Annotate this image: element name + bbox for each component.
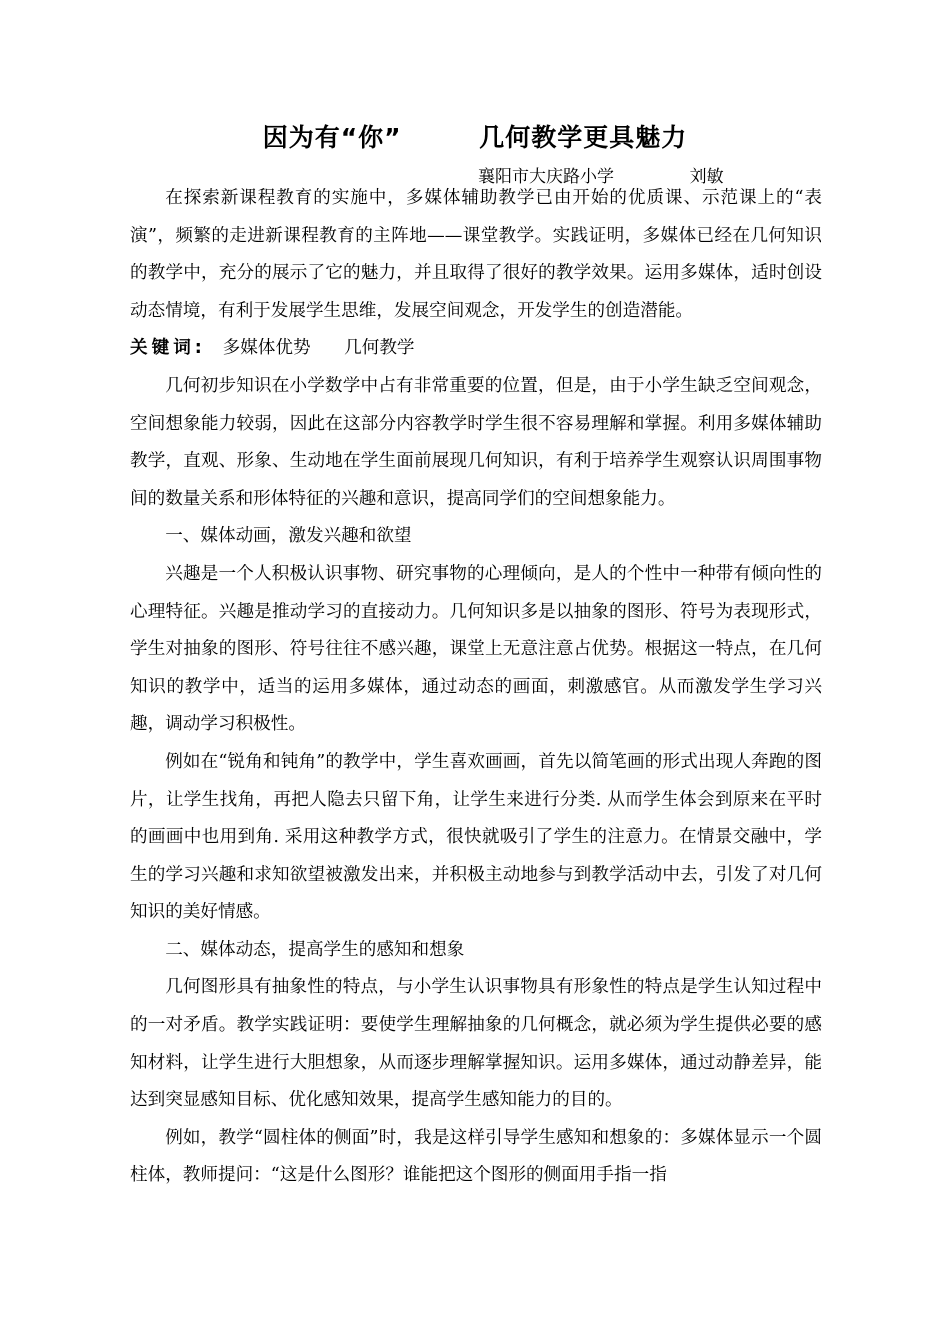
keywords-line bbox=[130, 330, 822, 368]
document-title: 因为有“你” 几何教学更具魅力 bbox=[262, 123, 688, 152]
body-paragraph: 兴趣是一个人积极认识事物、研究事物的心理倾向，是人的个性中一种带有倾向性的心理特征。兴趣是推动学习的直接动力。几何知识多是以抽象的图形、符号为表现形式，学生对抽象的图形、符号往往不感兴趣，课堂上无意注意占优势。根据这一特点，在几何知识的教学中，适当的运用多媒体，通过动态的画面，刺激感官。从而激发学生学习兴趣，调动学习积极性。 bbox=[130, 563, 822, 735]
keywords-label: 关键词: bbox=[130, 338, 206, 359]
body-paragraph: 例如在“锐角和钝角”的教学中，学生喜欢画画，首先以简笔画的形式出现人奔跑的图片，让学生找角，再把人隐去只留下角，让学生来进行分类. 从而学生体会到原来在平时的画画中也用到角. 采用这种教学方式，很快就吸引了学生的注意力。在情景交融中，学生的学习兴趣和求知欲望被激发出来，并积极主动地参与到教学活动中去，引发了对几何知识的美好情感。 bbox=[130, 751, 822, 923]
section-heading: 二、媒体动态，提高学生的感知和想象 bbox=[165, 939, 465, 960]
body-paragraph: 例如，教学“圆柱体的侧面”时，我是这样引导学生感知和想象的：多媒体显示一个圆柱体，教师提问：“这是什么图形？谁能把这个图形的侧面用手指一指 bbox=[130, 1127, 822, 1186]
abstract-paragraph: 在探索新课程教育的实施中，多媒体辅助教学已由开始的优质课、示范课上的“表演”，频繁的走进新课程教育的主阵地——课堂教学。实践证明，多媒体已经在几何知识的教学中，充分的展示了它的魅力，并且取得了很好的教学效果。运用多媒体，适时创设动态情境，有利于发展学生思维，发展空间观念，开发学生的创造潜能。 bbox=[130, 188, 822, 321]
document-body bbox=[130, 180, 822, 1195]
author-line: 襄阳市大庆路小学 刘敏 bbox=[478, 167, 724, 187]
body-paragraph: 几何初步知识在小学数学中占有非常重要的位置，但是，由于小学生缺乏空间观念，空间想象能力较弱，因此在这部分内容教学时学生很不容易理解和掌握。利用多媒体辅助教学，直观、形象、生动地在学生面前展现几何知识，有利于培养学生观察认识周围事物间的数量关系和形体特征的兴趣和意识，提高同学们的空间想象能力。 bbox=[130, 375, 822, 509]
keywords-value: 多媒体优势 几何教学 bbox=[205, 338, 415, 359]
body-paragraph: 几何图形具有抽象性的特点，与小学生认识事物具有形象性的特点是学生认知过程中的一对矛盾。教学实践证明：要使学生理解抽象的几何概念，就必须为学生提供必要的感知材料，让学生进行大胆想象，从而逐步理解掌握知识。运用多媒体，通过动静差异，能达到突显感知目标、优化感知效果，提高学生感知能力的目的。 bbox=[130, 977, 822, 1111]
section-heading: 一、媒体动画，激发兴趣和欲望 bbox=[165, 526, 412, 547]
